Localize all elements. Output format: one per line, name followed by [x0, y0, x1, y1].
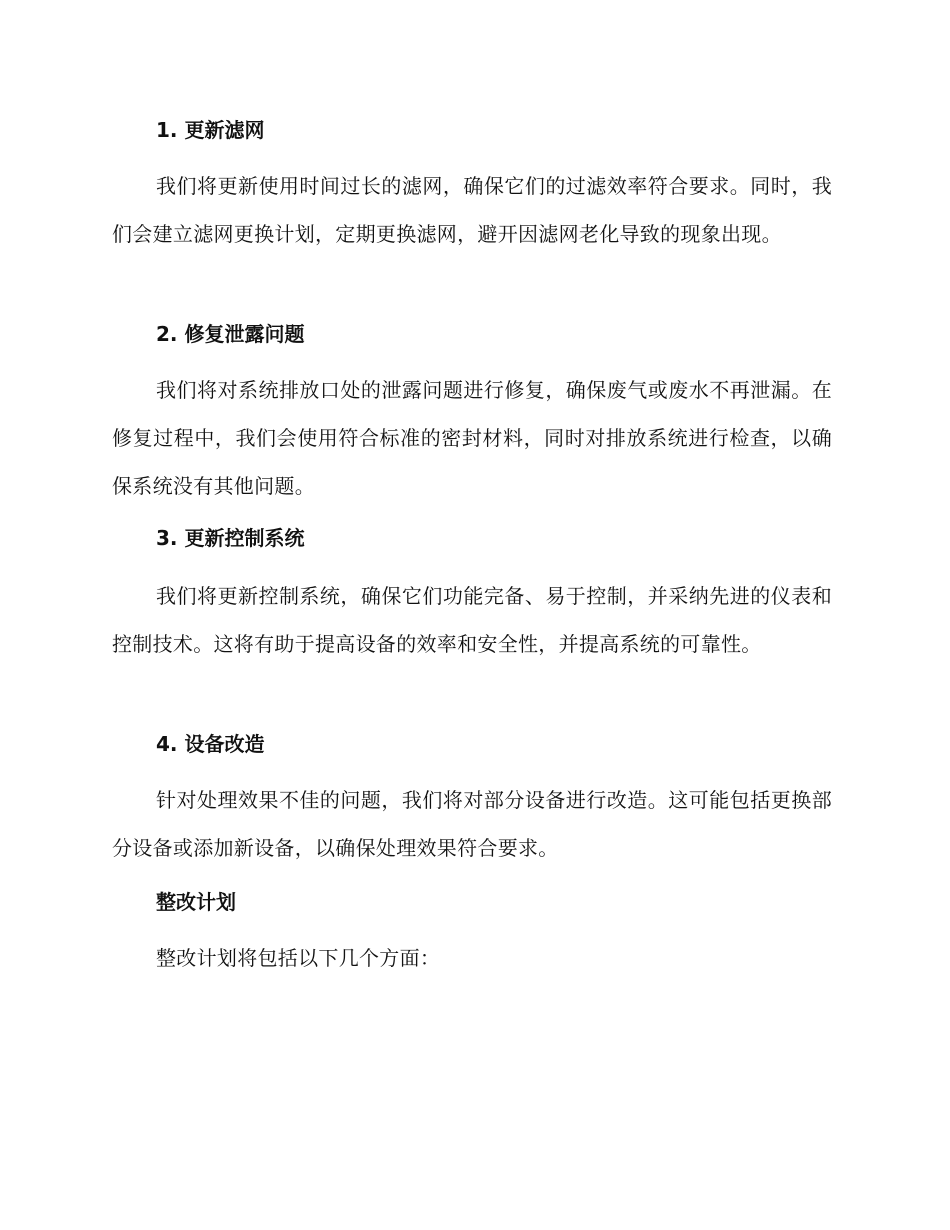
section-heading-rectification-plan: 整改计划	[156, 890, 236, 914]
section-body-update-filter: 我们将更新使用时间过长的滤网，确保它们的过滤效率符合要求。同时，我们会建立滤网更换计划，定期更换滤网，避开因滤网老化导致的现象出现。	[112, 174, 832, 246]
section-heading-fix-leak: 2. 修复泄露问题	[156, 322, 305, 346]
section-heading-equipment-retrofit: 4. 设备改造	[156, 732, 265, 756]
section-heading-update-control: 3. 更新控制系统	[156, 526, 305, 550]
section-body-update-control: 我们将更新控制系统，确保它们功能完备、易于控制，并采纳先进的仪表和控制技术。这将有助于提高设备的效率和安全性，并提高系统的可靠性。	[112, 584, 832, 656]
section-body-fix-leak: 我们将对系统排放口处的泄露问题进行修复，确保废气或废水不再泄漏。在修复过程中，我们会使用符合标准的密封材料，同时对排放系统进行检查，以确保系统没有其他问题。	[112, 378, 832, 498]
section-body-equipment-retrofit: 针对处理效果不佳的问题，我们将对部分设备进行改造。这可能包括更换部分设备或添加新设备，以确保处理效果符合要求。	[112, 788, 832, 860]
section-heading-update-filter: 1. 更新滤网	[156, 118, 265, 142]
section-body-rectification-plan: 整改计划将包括以下几个方面：	[156, 946, 441, 970]
